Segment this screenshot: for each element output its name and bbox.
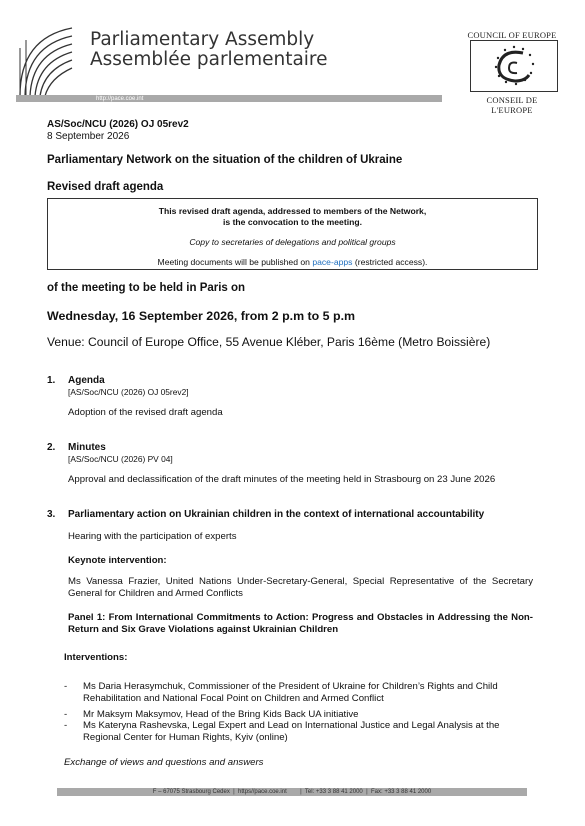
convocation-notice-box xyxy=(47,198,538,270)
intervention-item: Ms Daria Herasymchuk, Commissioner of the President of Ukraine for Children’s Rights and Child Rehabilitation and National Focal Point on Children and Armed Conflict xyxy=(83,681,498,704)
meeting-venue: Venue: Council of Europe Office, 55 Avenue Kléber, Paris 16ème (Metro Boissière) xyxy=(47,335,491,349)
notice-docs-text: Meeting documents will be published on xyxy=(157,257,313,267)
notice-copy-line: Copy to secretaries of delegations and political groups xyxy=(189,237,396,247)
pace-apps-link[interactable]: pace-apps xyxy=(312,257,353,267)
notice-line-2: is the convocation to the meeting. xyxy=(223,217,362,227)
keynote-label: Keynote intervention: xyxy=(68,555,167,566)
document-type: Revised draft agenda xyxy=(47,181,164,193)
parliamentary-assembly-logo xyxy=(16,18,76,98)
coe-name-fr: CONSEIL DE L'EUROPE xyxy=(486,95,538,115)
network-title: Parliamentary Network on the situation of the children of Ukraine xyxy=(47,154,403,166)
agenda-item-number: 1. xyxy=(47,375,56,386)
agenda-item-title: Minutes xyxy=(68,442,106,453)
coe-emblem-icon xyxy=(471,41,557,91)
agenda-item-title: Agenda xyxy=(68,375,105,386)
panel-title: Panel 1: From International Commitments to Action: Progress and Obstacles in Addressing the Non-Return and Six Grave Violations against Ukrainian Children xyxy=(68,612,533,635)
list-bullet: - xyxy=(64,681,68,692)
document-date: 8 September 2026 xyxy=(47,131,130,142)
header-url[interactable]: http://pace.coe.int xyxy=(96,96,144,102)
footer-contact: F – 67075 Strasbourg Cedex | https//pace.coe.int | Tel: +33 3 88 41 2000 | Fax: +33 3 88 41 2000 xyxy=(152,789,432,795)
reference-code: AS/Soc/NCU (2026) OJ 05rev2 xyxy=(47,119,189,130)
agenda-item-reference: [AS/Soc/NCU (2026) PV 04] xyxy=(68,454,173,464)
exchange-of-views: Exchange of views and questions and answers xyxy=(64,757,264,768)
notice-documents-line xyxy=(48,257,537,267)
list-bullet: - xyxy=(64,709,68,720)
interventions-label: Interventions: xyxy=(64,652,128,663)
hearing-text: Hearing with the participation of experts xyxy=(68,531,237,542)
coe-logo xyxy=(470,40,558,92)
agenda-item-text: Adoption of the revised draft agenda xyxy=(68,407,223,418)
agenda-item-text: Approval and declassification of the draft minutes of the meeting held in Strasbourg on 23 June 2026 xyxy=(68,474,496,485)
keynote-speaker: Ms Vanessa Frazier, United Nations Under-Secretary-General, Special Representative of the Secretary General for Children and Armed Conflicts xyxy=(68,576,533,599)
header-bar xyxy=(16,95,442,102)
notice-docs-suffix: (restricted access). xyxy=(352,257,428,267)
agenda-item-number: 2. xyxy=(47,442,56,453)
intervention-item: Ms Kateryna Rashevska, Legal Expert and Lead on International Justice and Legal Analysis at the Regional Center for Human Rights, Kyiv (online) xyxy=(83,720,500,743)
meeting-date-time: Wednesday, 16 September 2026, from 2 p.m to 5 p.m xyxy=(47,309,356,323)
assembly-title-fr: Assemblée parlementaire xyxy=(90,49,328,70)
agenda-item-number: 3. xyxy=(47,509,56,520)
assembly-title-en: Parliamentary Assembly xyxy=(90,29,315,50)
notice-line-1: This revised draft agenda, addressed to members of the Network, xyxy=(158,206,427,216)
intervention-item: Mr Maksym Maksymov, Head of the Bring Kids Back UA initiative xyxy=(83,709,359,720)
agenda-item-title: Parliamentary action on Ukrainian children in the context of international accountability xyxy=(68,509,485,520)
meeting-intro: of the meeting to be held in Paris on xyxy=(47,282,246,294)
list-bullet: - xyxy=(64,720,68,731)
coe-name-en: COUNCIL OF EUROPE xyxy=(467,30,557,40)
agenda-item-reference: [AS/Soc/NCU (2026) OJ 05rev2] xyxy=(68,387,189,397)
